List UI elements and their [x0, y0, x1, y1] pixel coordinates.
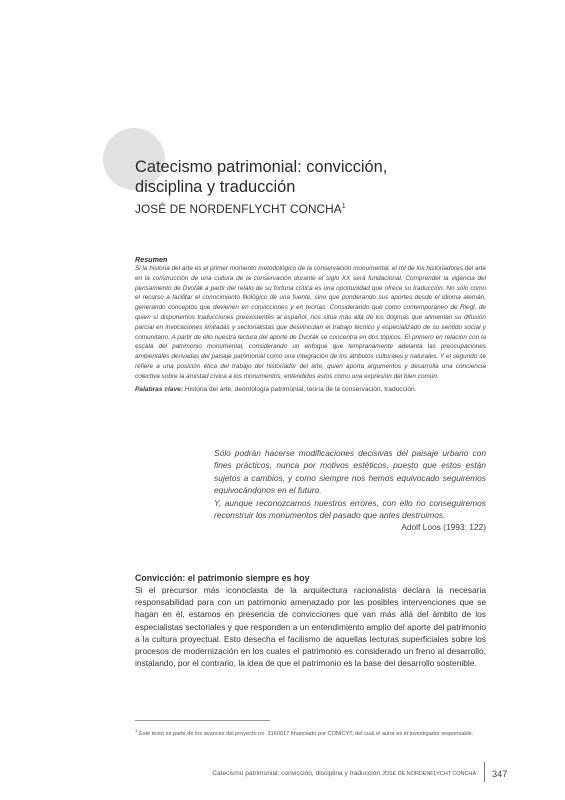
running-head-author: JOSÉ DE NORDENFLYCHT CONCHA: [381, 771, 476, 777]
keywords-label: Palabras clave:: [135, 386, 184, 393]
epigraph: [214, 447, 486, 534]
keywords: [135, 385, 486, 394]
epigraph-paragraph-2: Y, aunque reconozcamos nuestros errores, con ello no conseguiremos reconstruir los monumentos del pasado que antes destruimos.: [214, 497, 486, 521]
footnote: [135, 727, 486, 738]
epigraph-paragraph-1: Sólo podrán hacerse modificaciones decisivas del paisaje urbano con fines prácticos, nunca por motivos estéticos, puesto que estos están sujetos a cambios, y como siempre nos hemos equivocado seguiremos equivocándonos en el futuro.: [214, 448, 486, 496]
footnote-mark: 1: [135, 728, 138, 733]
footnote-divider: [135, 720, 270, 721]
page-number: 347: [492, 769, 508, 779]
abstract-text: Si la historia del arte es el primer momento metodológico de la conservación monumental, el rol de los historiadores del arte en la construcción de una cultura de la conservación durante el siglo XX será fundacional. Comprender la vigencia del pensamiento de Dvořák a partir del relato de su fortuna crítica es una oportunidad que ofrece su traducción. No sólo como el recurso a facilitar el conocimiento filológico de una fuente, sino que ponderando sus aportes desde el idioma alemán, generando conceptos que devienen en convicciones y en teorías. Considerando que como contemporáneo de Riegl, de quien sí disponemos traducciones preexistentes al español, nos sitúa más allá de los dogmas que alimentan su difusión parcial en invocaciones limitadas y sectorialistas que desvinculan el trabajo técnico y especializado de su sentido social y comunitario. A partir de ello nuestra lectura del aporte de Dvořák se concentra en dos tópicos. El primero en relación con la escala del patrimonio monumental, considerando un enfoque que tempranamente adelanta las preocupaciones ambientales derivadas del paisaje patrimonial como una integración de los atributos culturales y naturales. Y el segundo se refiere a una posición ética del trabajo del historiador del arte, quien aporta argumentos y desarrolla una conciencia colectiva sobre la amistad cívica a los monumentos, entendidos estos como una expresión del bien común.: [135, 265, 486, 380]
title-line-1: Catecismo patrimonial: convicción,: [135, 158, 388, 176]
keywords-text: Historia del arte, deontología patrimonial, teoría de la conservación, traducción.: [184, 386, 417, 393]
footnote-text: Este texto es parte de los avances del proyecto no. 3160017 financiado por CONICYT, del cual el autor es el investigador responsable.: [139, 730, 474, 737]
article-author: [135, 202, 495, 216]
section-body: Si el precursor más iconoclasta de la arquitectura racionalista declara la necesaria responsabilidad para con un patrimonio amenazado por las posibles intervenciones que se hagan en él, estamos en presencia de convicciones que van más allá del ámbito de los especialistas sectoriales y que responden a un entendimiento amplio del aporte del patrimonio a la cultura proyectual. Esto desecha el facilismo de aquellas lecturas superficiales sobre los procesos de modernización en los cuales el patrimonio es considerado un freno al desarrollo, instalando, por el contrario, la idea de que el patrimonio es la base del desarrollo sostenible.: [135, 585, 486, 669]
running-head-title: Catecismo patrimonial: convicción, disciplina y traducción: [212, 770, 381, 777]
epigraph-citation: Adolf Loos (1993: 122): [401, 522, 486, 533]
author-note-mark[interactable]: 1: [341, 203, 346, 211]
article-title: [135, 158, 495, 197]
folio-divider: [484, 762, 485, 782]
running-head: [200, 770, 476, 777]
title-line-2: disciplina y traducción: [135, 177, 296, 196]
abstract-label: Resumen: [135, 255, 168, 264]
author-name: JOSÉ DE NORDENFLYCHT CONCHA: [135, 202, 342, 216]
section-heading: Convicción: el patrimonio siempre es hoy: [135, 573, 310, 583]
